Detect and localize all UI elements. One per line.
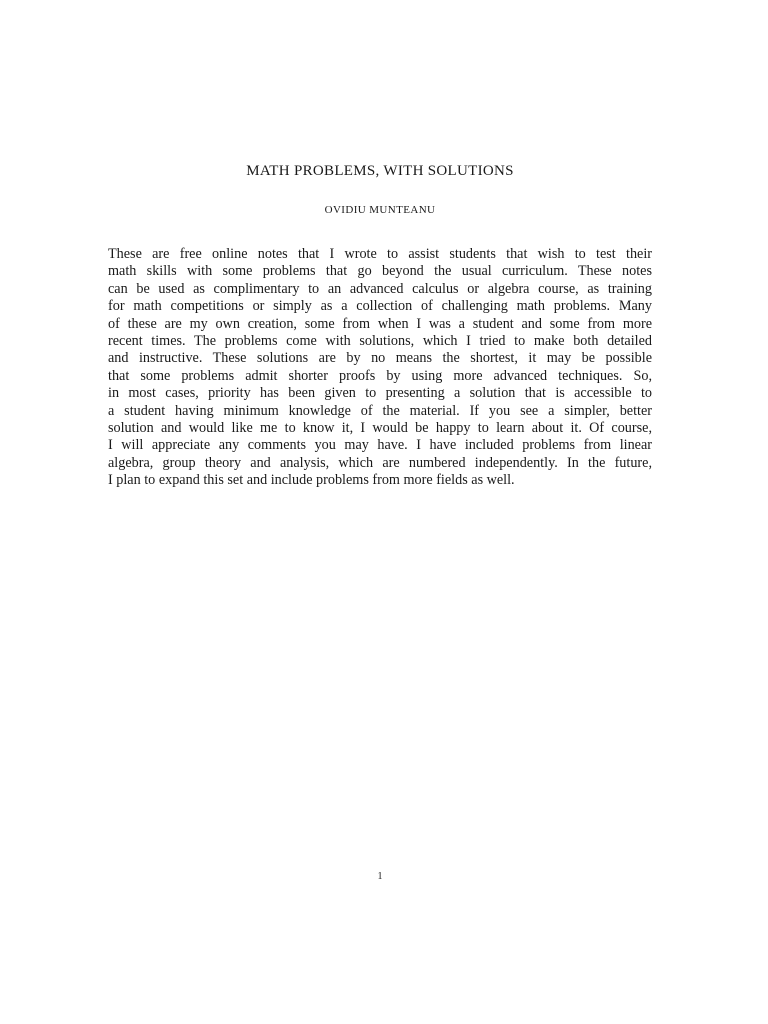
- abstract-line: of these are my own creation, some from when I was a student and some from more: [108, 315, 652, 332]
- abstract-line: can be used as complimentary to an advanced calculus or algebra course, as training: [108, 280, 652, 297]
- abstract-line: algebra, group theory and analysis, which are numbered independently. In the future,: [108, 454, 652, 471]
- abstract-line: and instructive. These solutions are by no means the shortest, it may be possible: [108, 350, 652, 367]
- abstract-line: recent times. The problems come with solutions, which I tried to make both detailed: [108, 333, 652, 350]
- author-name: OVIDIU MUNTEANU: [324, 204, 436, 216]
- document-title: MATH PROBLEMS, WITH SOLUTIONS: [246, 163, 514, 179]
- abstract-line: in most cases, priority has been given to presenting a solution that is accessible to: [108, 385, 652, 402]
- abstract-line: for math competitions or simply as a collection of challenging math problems. Many: [108, 298, 652, 315]
- abstract-line: These are free online notes that I wrote to assist students that wish to test their: [108, 246, 652, 262]
- page-number: 1: [377, 871, 383, 882]
- abstract-paragraph: [108, 246, 652, 490]
- abstract-line: a student having minimum knowledge of the material. If you see a simpler, better: [108, 402, 652, 419]
- abstract-line: math skills with some problems that go beyond the usual curriculum. These notes: [108, 263, 652, 280]
- abstract-line: I plan to expand this set and include problems from more fields as well.: [108, 472, 515, 489]
- abstract-line: I will appreciate any comments you may have. I have included problems from linear: [108, 437, 652, 454]
- abstract-line: solution and would like me to know it, I would be happy to learn about it. Of course,: [108, 420, 652, 437]
- abstract-line: that some problems admit shorter proofs by using more advanced techniques. So,: [108, 367, 652, 384]
